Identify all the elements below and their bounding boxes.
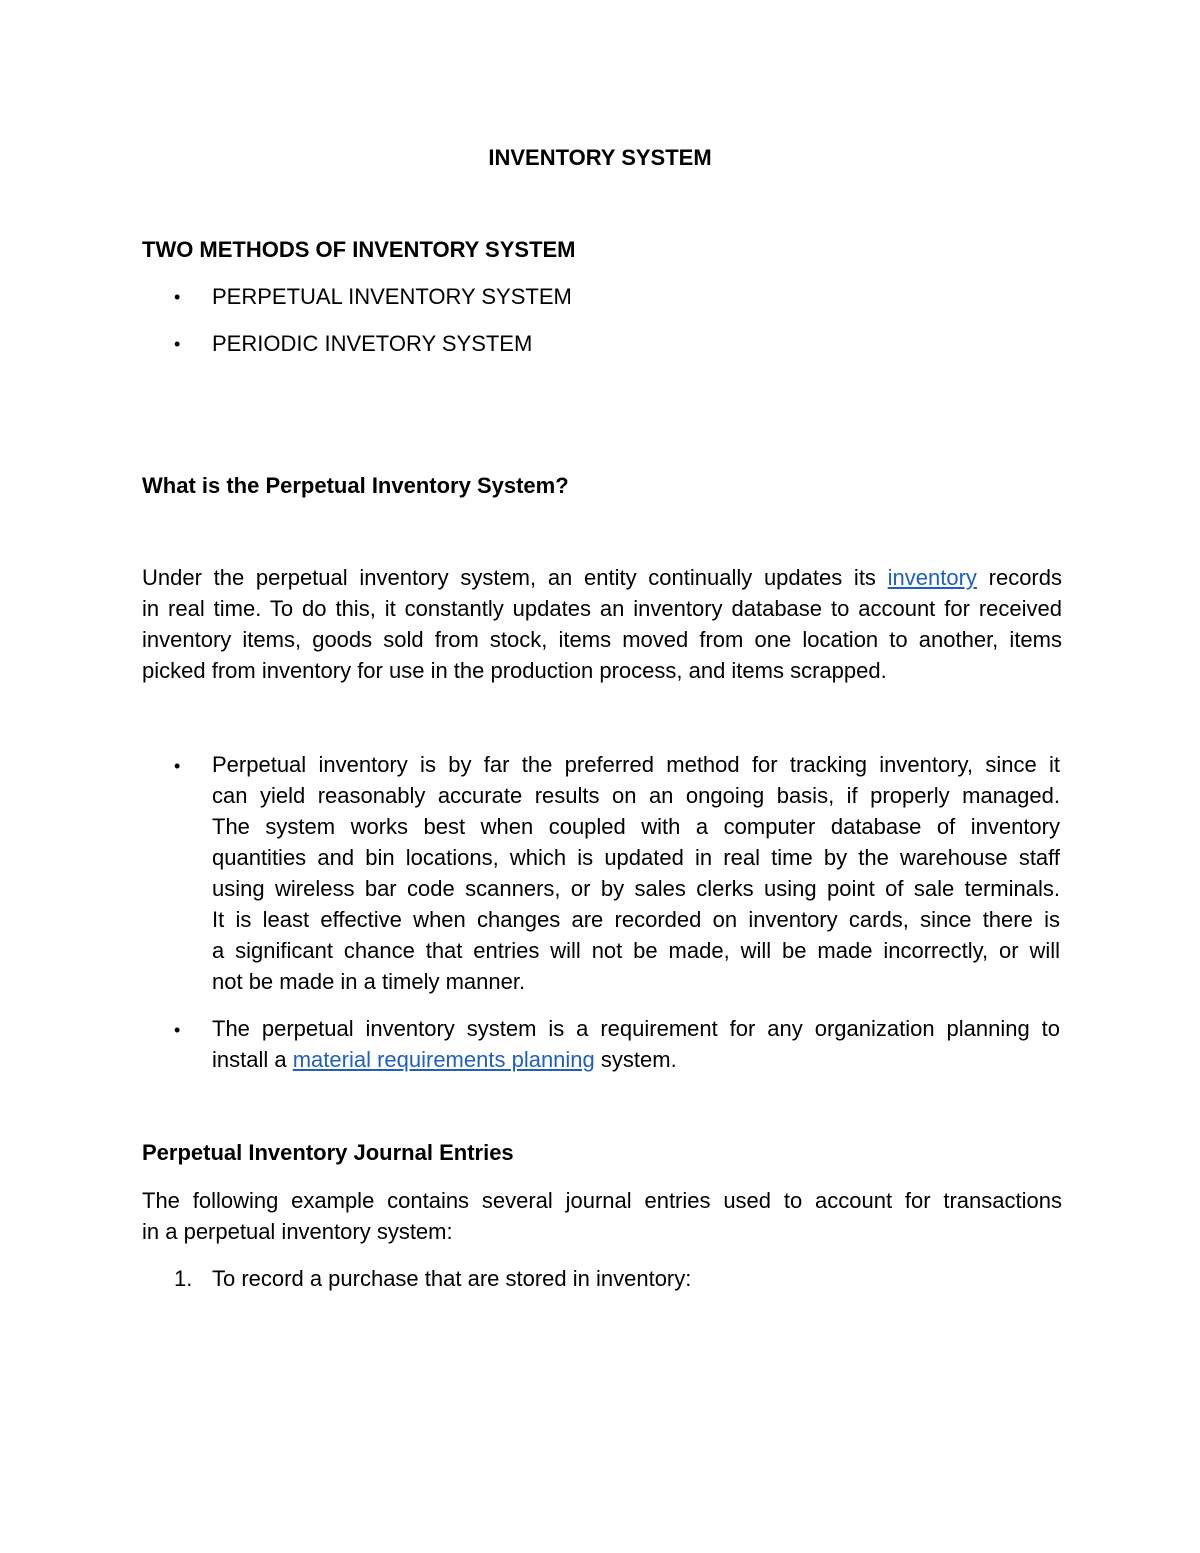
list-item: To record a purchase that are stored in inventory: <box>212 1266 692 1291</box>
bullet-icon: • <box>174 287 181 307</box>
paragraph-line: in a perpetual inventory system: <box>142 1219 453 1244</box>
paragraph-line: can yield reasonably accurate results on an ongoing basis, if properly managed. <box>212 783 1060 808</box>
perpetual-intro-paragraph <box>142 562 1062 686</box>
bullet-paragraph-preferred-method <box>212 749 1060 997</box>
bullet-icon: • <box>174 334 181 354</box>
paragraph-line: quantities and bin locations, which is updated in real time by the warehouse staff <box>212 845 1060 870</box>
methods-heading: TWO METHODS OF INVENTORY SYSTEM <box>142 237 576 262</box>
paragraph-line: Under the perpetual inventory system, an entity continually updates its inventory records <box>142 565 1062 590</box>
paragraph-line: install a material requirements planning system. <box>212 1047 677 1072</box>
bullet-icon: • <box>174 756 181 776</box>
list-number: 1. <box>174 1266 193 1291</box>
paragraph-line: It is least effective when changes are recorded on inventory cards, since there is <box>212 907 1060 932</box>
paragraph-line: Perpetual inventory is by far the preferred method for tracking inventory, since it <box>212 752 1060 777</box>
method-item: PERPETUAL INVENTORY SYSTEM <box>212 284 572 309</box>
paragraph-line: The perpetual inventory system is a requirement for any organization planning to <box>212 1016 1060 1041</box>
material-requirements-planning-link[interactable]: material requirements planning <box>292 1047 595 1072</box>
paragraph-line: using wireless bar code scanners, or by sales clerks using point of sale terminals. <box>212 876 1060 901</box>
bullet-paragraph-mrp-requirement <box>212 1013 1060 1075</box>
document-title: INVENTORY SYSTEM <box>488 145 712 170</box>
journal-intro-paragraph <box>142 1185 1062 1247</box>
paragraph-line: The following example contains several journal entries used to account for transactions <box>142 1188 1062 1213</box>
perpetual-heading: What is the Perpetual Inventory System? <box>142 473 569 498</box>
inventory-link[interactable]: inventory <box>887 565 977 590</box>
paragraph-line: a significant chance that entries will not be made, will be made incorrectly, or will <box>212 938 1060 963</box>
bullet-icon: • <box>174 1020 181 1040</box>
paragraph-line: picked from inventory for use in the production process, and items scrapped. <box>142 658 887 683</box>
journal-heading: Perpetual Inventory Journal Entries <box>142 1140 514 1165</box>
paragraph-line: inventory items, goods sold from stock, items moved from one location to another, items <box>142 627 1062 652</box>
paragraph-line: in real time. To do this, it constantly updates an inventory database to account for received <box>142 596 1062 621</box>
paragraph-line: The system works best when coupled with a computer database of inventory <box>212 814 1060 839</box>
paragraph-line: not be made in a timely manner. <box>212 969 526 994</box>
method-item: PERIODIC INVETORY SYSTEM <box>212 331 533 356</box>
